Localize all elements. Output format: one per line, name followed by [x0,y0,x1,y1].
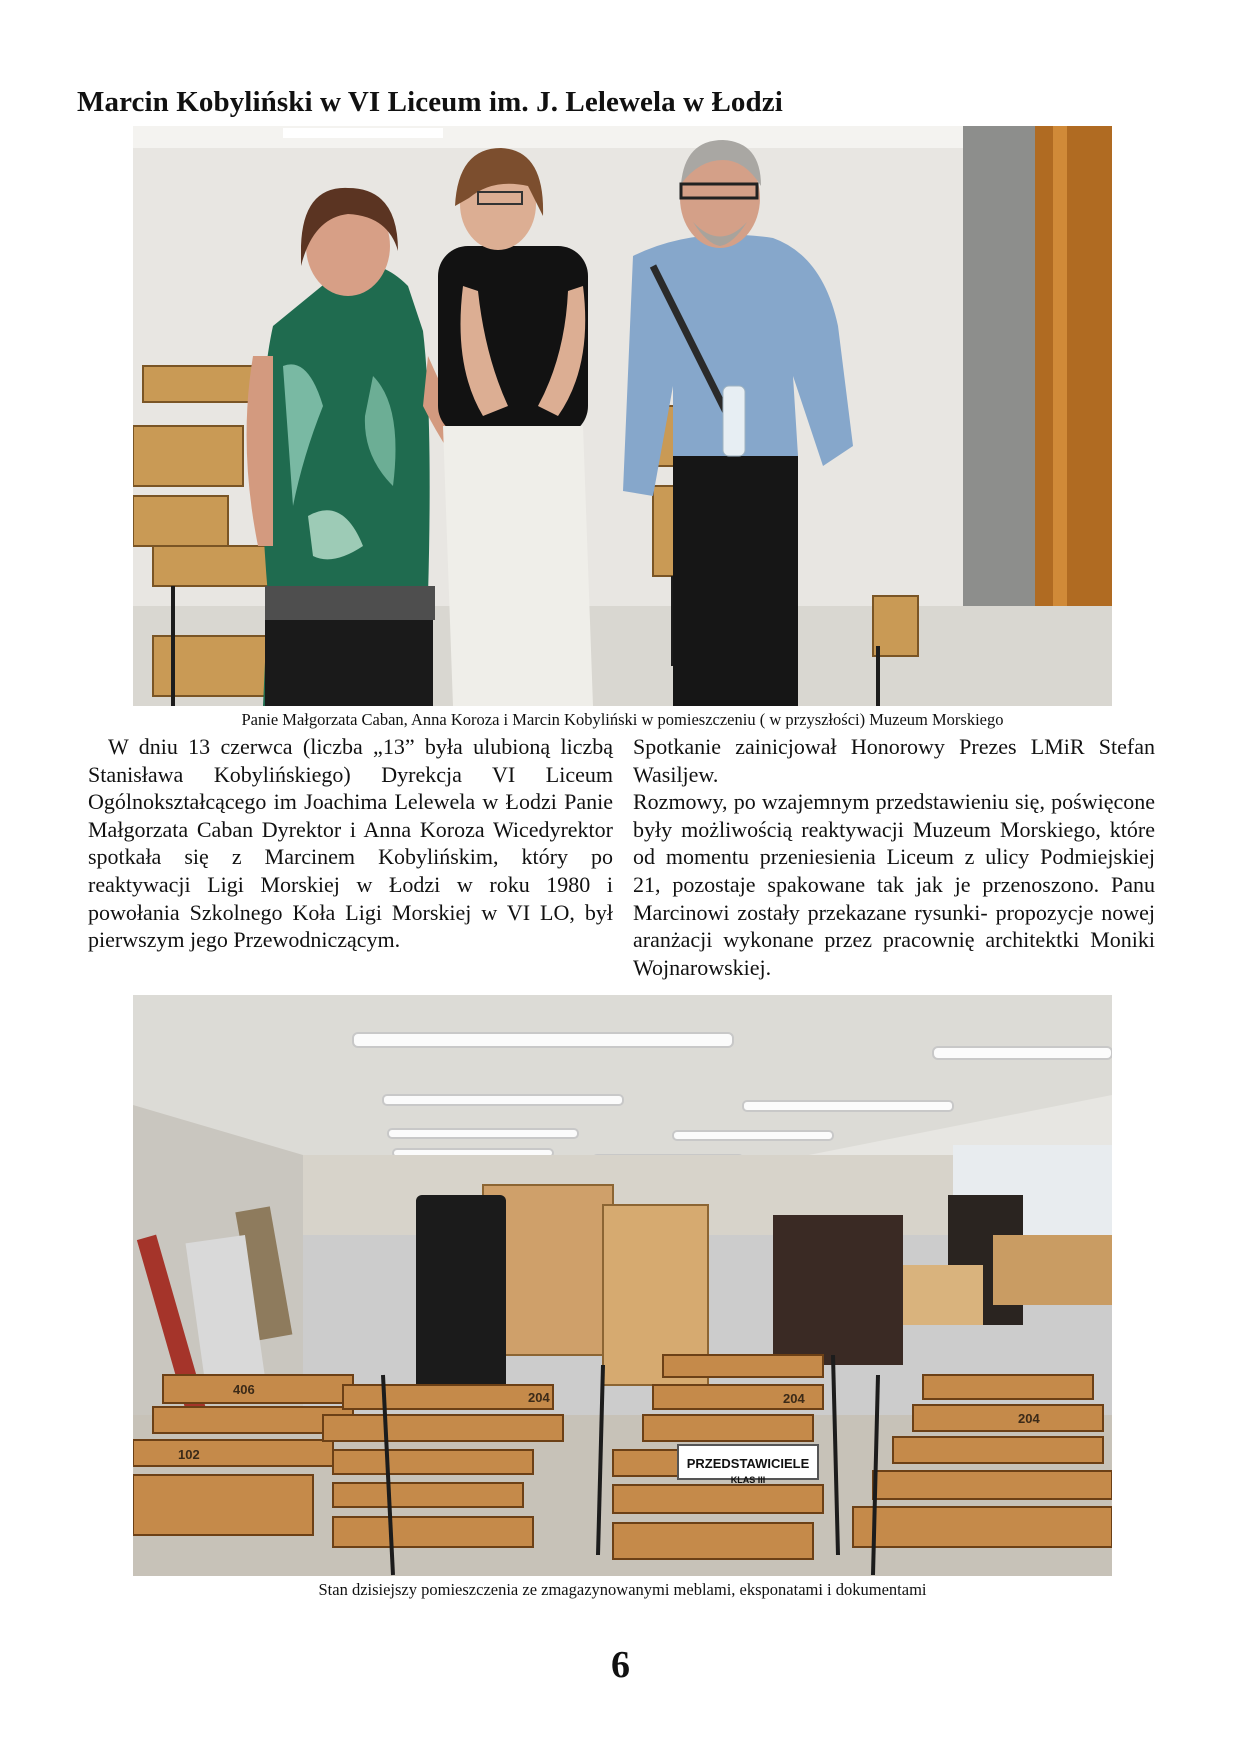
article-paragraph-2: Rozmowy, po wzajemnym przedstawieniu się, poświęcone były możliwością reaktywacji Muzeum Morskiego, które od momentu przeniesienia Liceum z ulicy Podmiejskiej 21, pozostaje spakowane tak jak je przenoszono. Panu Marcinowi zostały przekazane rysunki- propozycje nowej aranżacji wykonane przez pracownię architektki Moniki Wojnarowskiej. [633,789,1155,980]
sign-text: PRZEDSTAWICIELE [686,1456,810,1471]
photo2-caption: Stan dzisiejszy pomieszczenia ze zmagazynowanymi meblami, eksponatami i dokumentami [318,1580,927,1599]
photo-three-people [133,126,1112,706]
photo1-caption: Panie Małgorzata Caban, Anna Koroza i Marcin Kobyliński w pomieszczeniu ( w przyszłości) Muzeum Morskiego [241,710,1004,729]
chair-number: 204 [1018,1411,1040,1426]
chair-number: 102 [178,1447,200,1462]
chair-number: 406 [233,1382,255,1397]
chair-number: 204 [528,1390,550,1405]
page-number: 6 [611,1644,630,1686]
sign-subtext: KLAS III [730,1475,766,1485]
article-paragraph-1: Spotkanie zainicjował Honorowy Prezes LMiR Stefan Wasiljew. [633,734,1155,787]
article-left-column: W dniu 13 czerwca (liczba „13” była ulubioną liczbą Stanisława Kobylińskiego) Dyrekcja VI Liceum Ogólnokształcącego im Joachima Lelewela w Łodzi Panie Małgorzata Caban Dyrektor i Anna Koroza Wicedyrektor spotkała się z Marcinem Kobylińskim, który po reaktywacji Ligi Morskiej w Łodzi w roku 1980 i powołania Szkolnego Koła Ligi Morskiej w VI LO, był pierwszym jego Przewodniczącym. [88,734,613,953]
chair-number: 204 [783,1391,805,1406]
article-right-column [633,733,1155,981]
article-title: Marcin Kobyliński w VI Liceum im. J. Lelewela w Łodzi [77,86,783,118]
photo-storage-room [133,995,1112,1576]
